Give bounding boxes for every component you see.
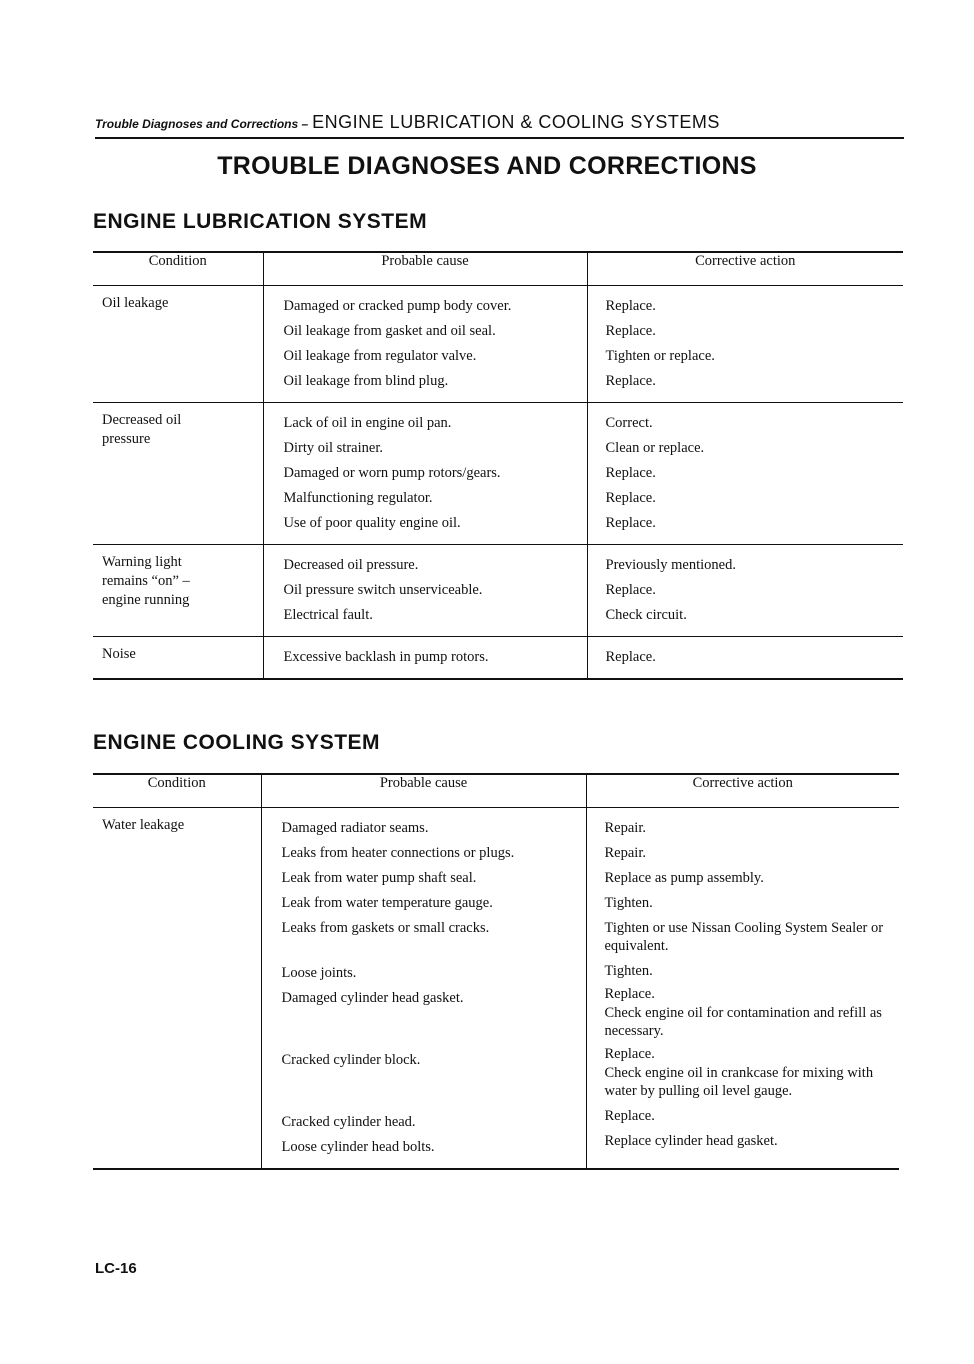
table-row — [93, 286, 903, 403]
cause-item: Malfunctioning regulator. — [283, 490, 433, 506]
header-title: ENGINE LUBRICATION & COOLING SYSTEMS — [312, 112, 720, 132]
table-row — [93, 637, 903, 680]
lubrication-section-title: ENGINE LUBRICATION SYSTEM — [93, 210, 428, 233]
cause-item: Lack of oil in engine oil pan. — [283, 415, 452, 431]
action-item: Replace. — [605, 490, 656, 506]
cause-item: Oil leakage from regulator valve. — [283, 348, 477, 364]
cause-item: Cracked cylinder head. — [281, 1114, 416, 1130]
col-header-condition: Condition — [93, 774, 261, 808]
action-item: Replace. — [605, 298, 656, 314]
action-item: Replace. — [605, 515, 656, 531]
action-item: Replace. — [605, 465, 656, 481]
lubrication-table — [93, 251, 903, 680]
action-item: Correct. — [605, 415, 653, 431]
cause-item: Oil pressure switch unserviceable. — [283, 582, 483, 598]
page-title: TROUBLE DIAGNOSES AND CORRECTIONS — [217, 152, 757, 180]
action-item: Replace. — [605, 649, 656, 665]
cause-item: Cracked cylinder block. — [281, 1052, 421, 1068]
cause-item: Dirty oil strainer. — [283, 440, 383, 456]
action-cell — [587, 403, 903, 545]
condition-cell: Water leakage — [102, 817, 185, 833]
cause-cell — [263, 545, 587, 637]
action-item: Repair. — [604, 845, 646, 861]
header-subtitle: Trouble Diagnoses and Corrections – — [95, 117, 309, 131]
col-header-probable-cause: Probable cause — [261, 774, 586, 808]
cause-item: Loose cylinder head bolts. — [281, 1139, 435, 1155]
col-header-corrective-action: Corrective action — [587, 252, 903, 286]
action-cell — [587, 637, 903, 680]
action-item: Check engine oil in crankcase for mixing with water by pulling oil level gauge. — [604, 1065, 874, 1099]
action-item: Repair. — [604, 820, 646, 836]
cause-item: Leak from water pump shaft seal. — [281, 870, 477, 886]
action-item: Tighten or replace. — [605, 348, 715, 364]
cause-cell — [263, 637, 587, 680]
col-header-corrective-action: Corrective action — [586, 774, 899, 808]
action-item: Tighten. — [604, 963, 653, 979]
action-item: Replace. — [605, 323, 656, 339]
action-item: Replace. — [604, 986, 655, 1002]
col-header-condition: Condition — [93, 252, 263, 286]
action-item: Replace as pump assembly. — [604, 870, 764, 886]
cause-item: Damaged radiator seams. — [281, 820, 429, 836]
table-row — [93, 403, 903, 545]
cause-item: Use of poor quality engine oil. — [283, 515, 461, 531]
cause-item: Electrical fault. — [283, 607, 373, 623]
action-item: Clean or replace. — [605, 440, 705, 456]
cooling-table — [93, 773, 899, 1170]
cause-item: Damaged cylinder head gasket. — [281, 990, 464, 1006]
action-item: Replace. — [605, 582, 656, 598]
cause-cell — [263, 286, 587, 403]
page-number: LC-16 — [95, 1260, 137, 1277]
cooling-section-title: ENGINE COOLING SYSTEM — [93, 731, 381, 754]
cause-cell — [263, 403, 587, 545]
condition-cell: Warning light remains “on” – engine running — [93, 545, 263, 637]
cause-item: Leak from water temperature gauge. — [281, 895, 493, 911]
condition-cell: Noise — [102, 646, 136, 662]
action-item: Tighten or use Nissan Cooling System Sealer or equivalent. — [604, 920, 884, 954]
cause-item: Decreased oil pressure. — [283, 557, 419, 573]
table-row — [93, 808, 899, 1170]
action-item: Replace cylinder head gasket. — [604, 1133, 778, 1149]
condition-cell: Decreased oil pressure — [93, 403, 263, 545]
action-item: Replace. — [604, 1046, 655, 1062]
cause-cell — [261, 808, 586, 1170]
action-item: Check engine oil for contamination and refill as necessary. — [604, 1005, 882, 1039]
action-item: Check circuit. — [605, 607, 687, 623]
action-cell — [587, 545, 903, 637]
cause-item: Oil leakage from gasket and oil seal. — [283, 323, 496, 339]
action-cell — [586, 808, 899, 1170]
action-cell — [587, 286, 903, 403]
condition-cell: Oil leakage — [93, 286, 263, 403]
cause-item: Leaks from heater connections or plugs. — [281, 845, 515, 861]
cause-item: Excessive backlash in pump rotors. — [283, 649, 489, 665]
table-row — [93, 545, 903, 637]
cause-item: Damaged or worn pump rotors/gears. — [283, 465, 501, 481]
cause-item: Damaged or cracked pump body cover. — [283, 298, 512, 314]
action-item: Tighten. — [604, 895, 653, 911]
cause-item: Loose joints. — [281, 965, 357, 981]
action-item: Replace. — [604, 1108, 655, 1124]
cause-item: Oil leakage from blind plug. — [283, 373, 449, 389]
action-item: Previously mentioned. — [605, 557, 736, 573]
running-header — [95, 112, 904, 139]
cause-item: Leaks from gaskets or small cracks. — [281, 920, 490, 936]
action-item: Replace. — [605, 373, 656, 389]
col-header-probable-cause: Probable cause — [263, 252, 587, 286]
